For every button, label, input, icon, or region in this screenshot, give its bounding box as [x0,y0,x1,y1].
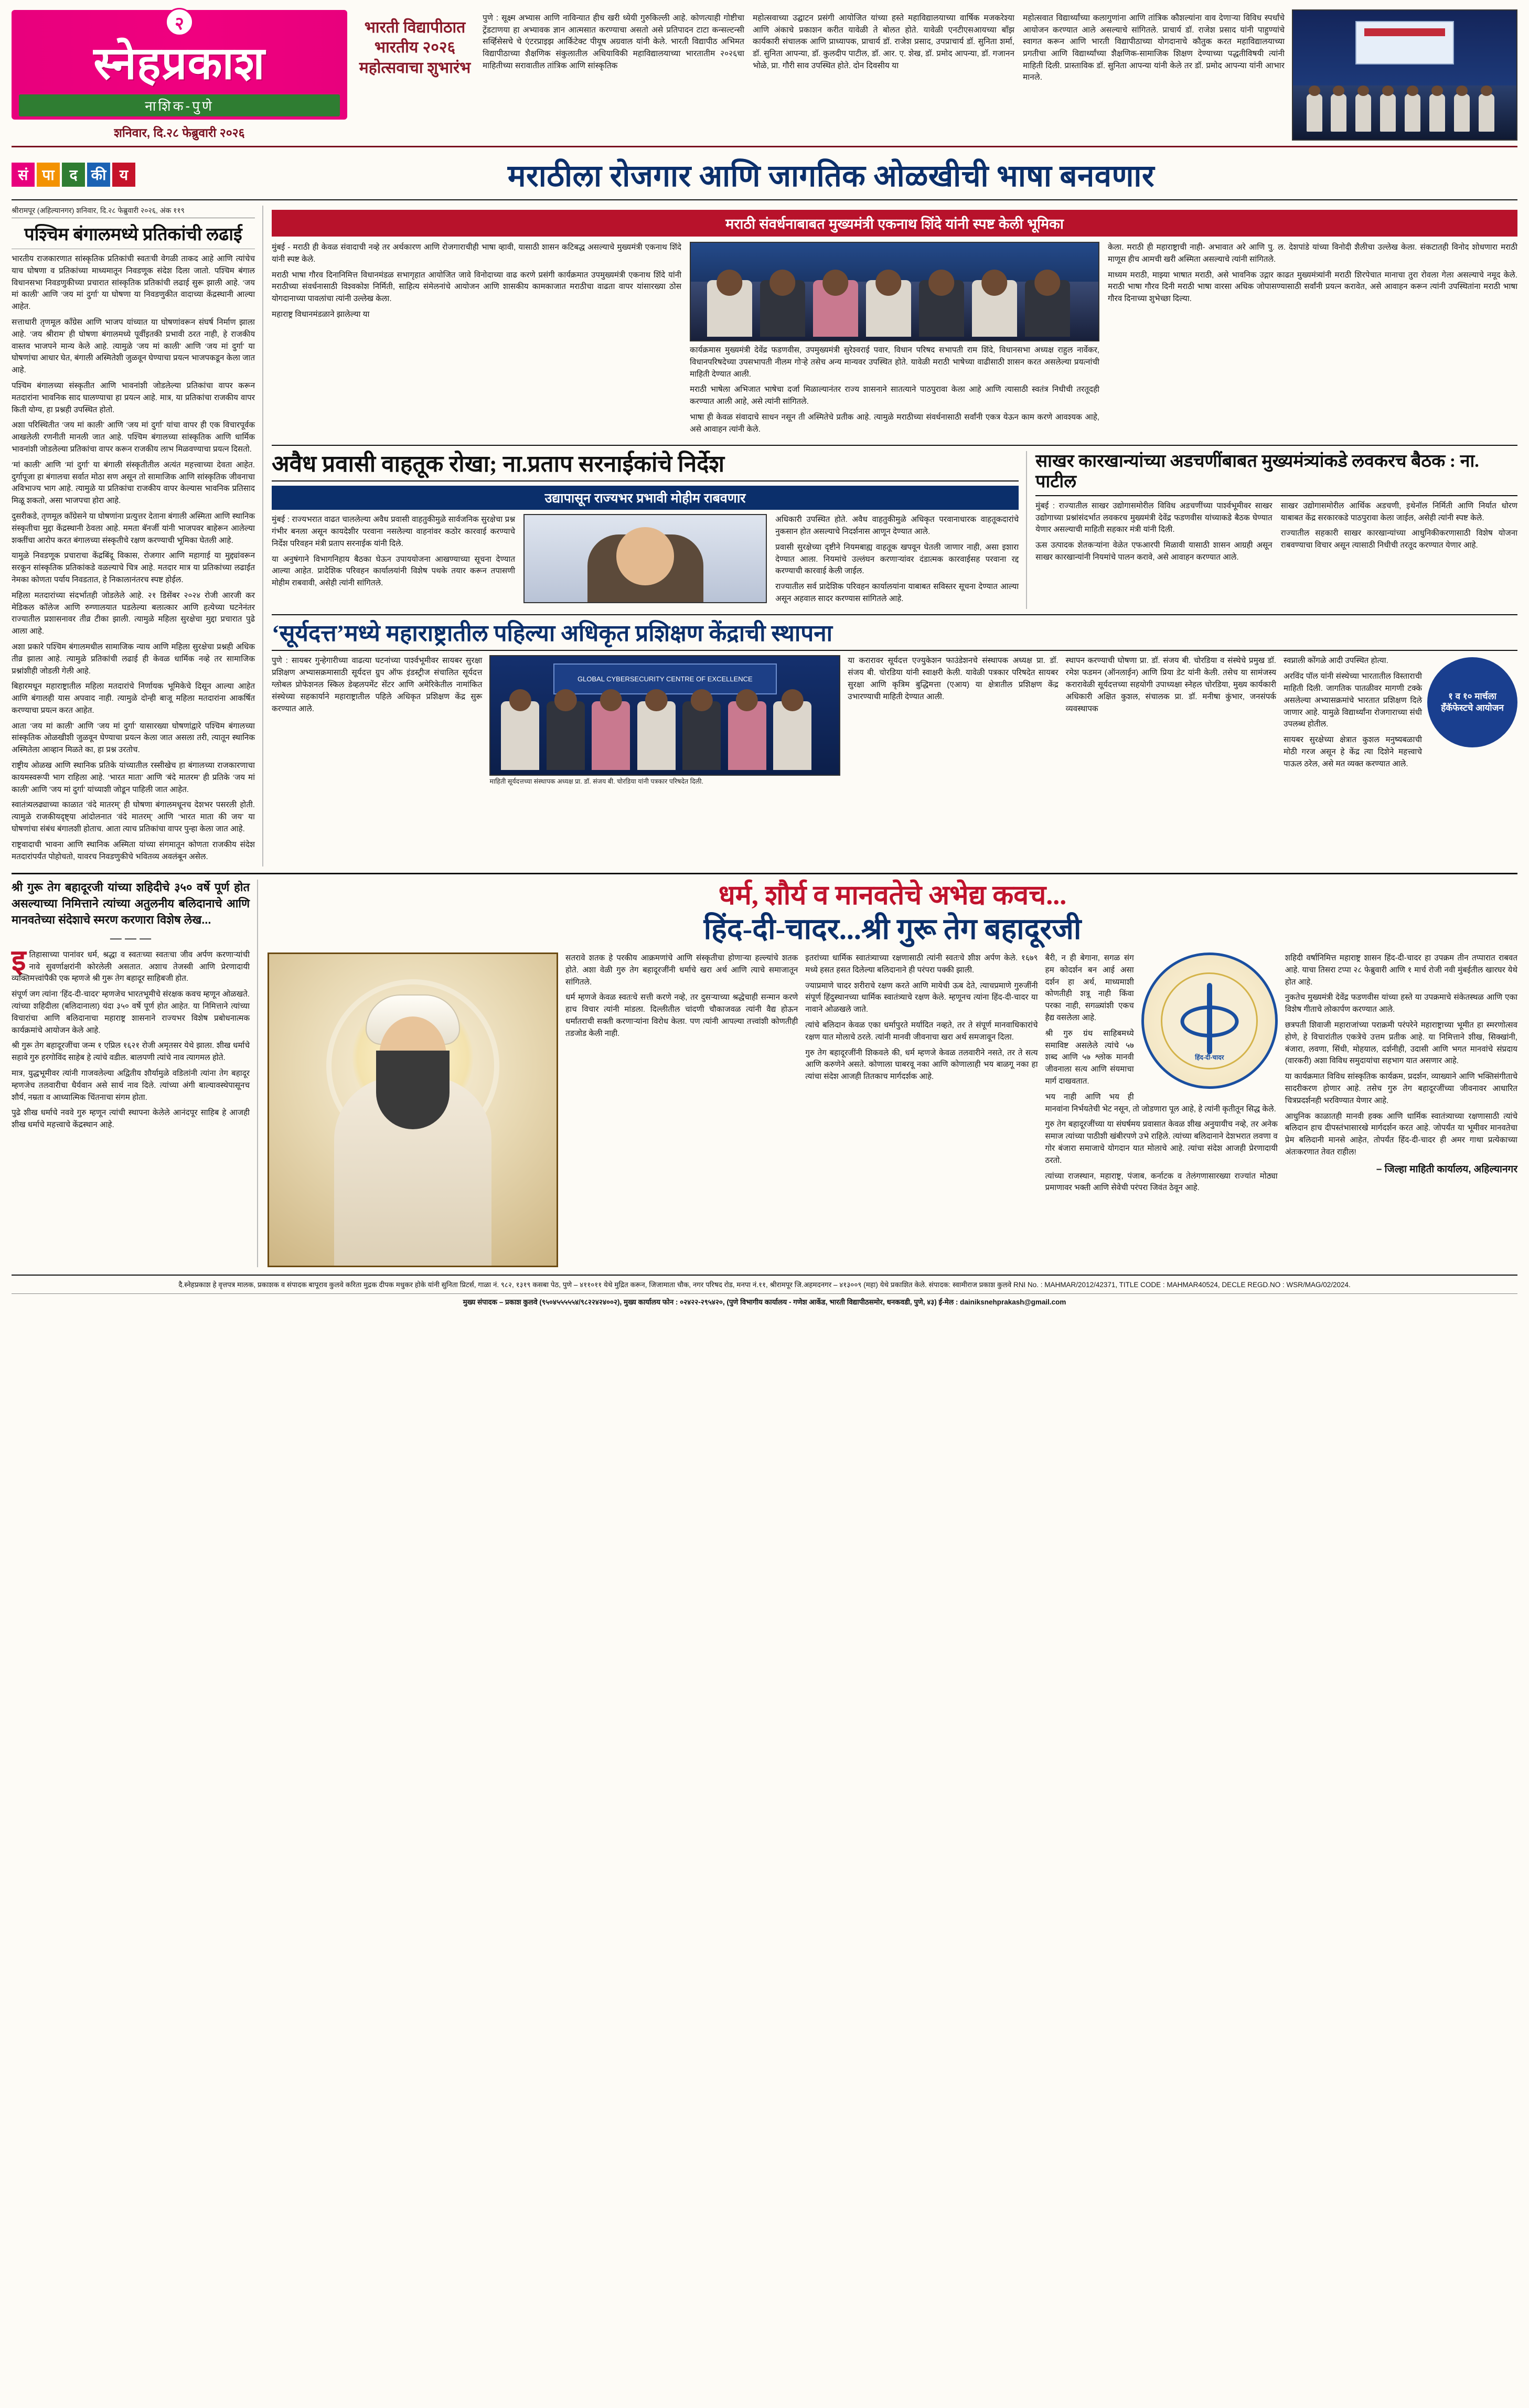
transport-story [272,451,1027,609]
sugar-para: राज्यातील सहकारी साखर कारखान्यांच्या आधुनिकीकरणासाठी विशेष योजना राबवण्याचा विचार असून त्यासाठी निधीची तरतूद करण्यात येणार आहे. [1280,529,1518,550]
marathi-col-3 [1108,242,1517,440]
cyber-photo-caption: माहिती सूर्यदत्तच्या संस्थापक अध्यक्ष प्रा. डॉ. संजय बी. चोरडिया यांनी पत्रकार परिषदेत दिली. [489,778,703,786]
guru-para: भय नाही आणि भय ही मानवांना निर्भयतेची भेट नसून, तो जोडणारा पूल आहे, हे त्यांनी कृतीतून सिद्ध केले. [1045,1092,1276,1114]
editorial-para: राष्ट्रवादाची भावना आणि स्थानिक अस्मिता यांच्या संगमातून कोणता राजकीय संदेश मतदारांपर्यंत पोहोचतो, यावरच निवडणुकीचे भवितव्य अवलंबून असेल. [12,840,255,861]
guru-col-4 [1045,953,1278,1267]
cyber-story [272,620,1517,786]
transport-para: राज्यातील सर्व प्रादेशिक परिवहन कार्यालयांना याबाबत सविस्तर सूचना देण्यात आल्या असून अहवाल सादर करण्यास सांगितले आहे. [775,582,1019,603]
guru-para: संपूर्ण जग त्यांना ‘हिंद-दी-चादर’ म्हणजेच भारतभूमीचे संरक्षक कवच म्हणून ओळखते. त्यांच्या शहिदीला (बलिदानाला) यंदा ३५० वर्षे पूर्ण होत आहेत. या निमित्ताने त्यांच्या विचारांचा आणि बलिदानाचा महाराष्ट्र शासनाने राज्यभर विशेष प्रबोधनात्मक कार्यक्रमांचे आयोजन केले आहे. [12,990,250,1035]
main-headline: मराठीला रोजगार आणि जागतिक ओळखीची भाषा बनवणार [507,159,1155,193]
transport-photo-col [523,514,767,609]
marathi-para: केला. मराठी ही महाराष्ट्राची नाही- अभावात अरे आणि पु. ल. देशपांडे यांच्या विनोदी शैलीचा उल्लेख केला. संकटातही विनोद शोधणारा मराठी माणूस हीच आमची खरी अस्मिता असल्याचे त्यांनी सांगितले. [1108,243,1517,264]
guru-para: इतरांच्या धार्मिक स्वातंत्र्याच्या रक्षणासाठी त्यांनी स्वतःचे शीश अर्पण केले. १६७९ मध्ये हसत हसत दिलेल्या बलिदानाने ही परंपरा पक्की झाली. [805,954,1038,975]
editorial-para: अशा प्रकारे पश्चिम बंगालमधील सामाजिक न्याय आणि महिला सुरक्षेचा प्रश्नही अधिक तीव्र झाला आहे. त्यामुळे प्रतिकांची लढाई ही केवळ धार्मिक नव्हे तर सामाजिक प्रश्नांशीही जोडली गेली आहे. [12,642,255,676]
editorial-letter-1: सं [12,163,35,187]
editorial-letter-4: की [87,163,110,187]
transport-headline: अवैध प्रवासी वाहतूक रोखा; ना.प्रताप सरनाईकांचे निर्देश [272,451,1019,482]
marathi-story-photo [690,242,1099,341]
guru-para: गुरु तेग बहादूरजींनी शिकवले की, धर्म म्हणजे केवळ तलवारीने नसते, तर ते सत्य आणि करुणेने असते. कोणाला घाबरवू नका आणि कोणालाही भय बाळगू नका हा त्यांचा संदेश आजही तितकाच मार्गदर्शक आहे. [805,1048,1038,1082]
main-content [12,206,1517,866]
transport-subband: उद्यापासून राज्यभर प्रभावी मोहीम राबवणार [272,486,1019,510]
guru-para: धर्म म्हणजे केवळ स्वतःचे सत्ती करणे नव्हे, तर दुसऱ्याच्या श्रद्धेचाही सन्मान करणे हाच विचार त्यांनी मांडला. दिल्लीतील चांदणी चौकाजवळ त्यांनी वैद्य होऊन धर्मांतराची सक्ती करणाऱ्यांना विरोध केला. पण त्यांनी आपल्या तत्त्वांशी कोणतीही तडजोड केली नाही. [565,993,798,1038]
lead-col-1: पुणे : सूक्ष्म अभ्यास आणि नाविन्यात हीच खरी ध्येयी गुरुकिल्ली आहे. कोणत्याही गोष्टीचा ट्रेंडटाणया हा अभ्यावक ज्ञान आत्मसात करण्याचा असतो असे प्रतिपादन टाटा कन्सल्टन्सी सर्व्हिसेसचे चे एंटरप्राइझ आर्किटेक्ट पीयूष अग्रवाल यांनी केले. भारती विद्यापीठ अभिमत विद्यापीठाच्या शैक्षणिक संकुलातील अधियाविकी महाविद्यालयाच्या भारतातीम २०२६चा माहितीच्या सरावातील तांत्रिक आणि सांस्कृतिक [483,14,744,70]
editorial-letters [12,163,135,187]
cyber-para: अरविंद पॉल यांनी संस्थेच्या भारतातील विस्ताराची माहिती दिली. जागतिक पातळीवर मागणी टक्के असलेल्या अभ्यासक्रमांचे भारतात प्रशिक्षण दिले जाणार आहे. यामुळे विद्यार्थ्यांना रोजगाराच्या संधी उपलब्ध होतील. [1284,672,1422,729]
cyber-para: पुणे : सायबर गुन्हेगारीच्या वाढत्या घटनांच्या पार्श्वभूमीवर सायबर सुरक्षा प्रशिक्षण अभ्यासक्रमासाठी सूर्यदत्त ग्रुप ऑफ इंडस्ट्रीज संचालित सूर्यदत्त ग्लोबल प्रोफेशनल स्किल डेव्हलपमेंट सेंटर आणि अमेरिकेतील नामांकित संस्थेच्या सहकार्याने महाराष्ट्रातील पहिले अधिकृत प्रशिक्षण केंद्र सुरू करण्यात आले. [272,656,483,713]
guru-col-5 [1285,953,1517,1267]
guru-portrait-col [268,953,558,1267]
guru-para: आधुनिक काळातही मानवी हक्क आणि धार्मिक स्वातंत्र्याच्या रक्षणासाठी त्यांचे बलिदान हाच दीपस्तंभासारखे मार्गदर्शन करत आहे. जोपर्यंत या भूमीवर मानवतेचा प्रेम बलिदानी मानसे आहेत, तोपर्यंत हिंद-दी-चादर ही अमर गाथा प्रत्येकाच्या अंतःकरणात तेवत राहील! [1285,1111,1517,1157]
guru-col-3 [805,953,1038,1267]
guru-para: त्यांच्या राजस्थान, महाराष्ट्र, पंजाब, कर्नाटक व तेलंगणासारख्या राज्यांत मोठ्या प्रमाणावर भक्ती आणि सेवेची परंपरा जिवंत ठेवून आहे. [1045,1171,1278,1193]
cyber-photo-col [489,655,840,786]
editorial-para: ‘मां काली’ आणि ‘मां दुर्गा’ या बंगाली संस्कृतीतील अत्यंत महत्त्वाच्या देवता आहेत. दुर्गापूजा हा बंगालचा सर्वात मोठा सण असून तो सामाजिक आणि सांस्कृतिक जीवनाचा अविभाज्य भाग आहे. त्यामुळे या प्रतिकांचा राजकीय वापर केल्यास भावनिक प्रतिसाद मिळू शकतो, असा भाजपचा होरा आहे. [12,460,255,506]
guru-para: छत्रपती शिवाजी महाराजांच्या पराक्रमी परंपरेने महाराष्ट्राच्या भूमीत हा स्मरणोत्सव होणे, हे विचारांतील एकत्रेचे उत्तम प्रतीक आहे. या निमित्ताने शीख, सिक्खांनी, बंजारा, लवणा, सिंधी, मोहयाल, दर्शनीही, उदासी आणि भगत मानवांचे संप्रदाय (वारकरी) अशा विविध समुदायांचा सहभाग यात असणार आहे. [1285,1020,1517,1066]
marathi-story-band: मराठी संवर्धनाबाबत मुख्यमंत्री एकनाथ शिंदे यांनी स्पष्ट केली भूमिका [272,210,1517,237]
page-footer [12,1275,1517,1308]
guru-para: या कार्यक्रमात विविध सांस्कृतिक कार्यक्रम, प्रदर्शन, व्याख्याने आणि भक्तिसंगीताचे सादरीकरण होणार आहे. तसेच गुरु तेग बहादूरजींच्या जीवनावर आधारित चित्रप्रदर्शनही भरविण्यात येणार आहे. [1285,1072,1517,1105]
right-content [272,206,1517,866]
editorial-para: पश्चिम बंगालच्या संस्कृतीत आणि भावनांशी जोडलेल्या प्रतिकांचा वापर करून मतदारांना भावनिक साद घालण्याचा हा प्रयत्न आहे. मात्र, या प्रतिकांचा राजकीय वापर किती योग्य, हा प्रश्नही उपस्थित होतो. [12,381,255,414]
editorial-para: आता ‘जय मां काली’ आणि ‘जय मां दुर्गा’ यासारख्या घोषणांद्वारे पश्चिम बंगालच्या सांस्कृतिक ओळखीशी जुळवून घेण्याचा प्रयत्न केला जात असला तरी, त्यातून स्थानिक अस्मितेला आव्हान मिळते का, हा प्रश्न उरतोच. [12,721,255,755]
cyber-story-photo: GLOBAL CYBERSECURITY CENTRE OF EXCELLENCE [489,655,840,776]
guru-portrait-image [268,953,558,1267]
sugar-col-2 [1281,500,1517,568]
khanda-caption: हिंद-दी-चादर [1195,1053,1224,1061]
issue-date: शनिवार, दि.२८ फेब्रुवारी २०२६ [114,125,245,140]
sugar-story [1035,451,1517,609]
lead-col-3: महोत्सवात विद्यार्थ्यांच्या कलागुणांना आणि तांत्रिक कौशल्यांना वाव देणाऱ्या विविध स्पर्धांचे आयोजन करण्यात आले असल्याचे सांगितले. प्राचार्य डॉ. राजेश प्रसाद यांनी पाहुण्यांचे स्वागत करून आणि भारती विद्यापीठाच्या योगदानाचे कौतुक करत महाविद्यालयाच्या प्रगतीचा आणि विद्यार्थ्यांच्या शैक्षणिक-सामाजिक शिक्षण देण्याच्या पद्धतीविषयी त्यांनी माहिती दिली. प्रास्ताविक डॉ. सुनिता आपन्या यांनी केले तर डॉ. प्रमोद आपन्या यांनी आभार मानले. [1023,14,1285,82]
divider-dashes: — — — [110,931,152,945]
transport-para: अधिकारी उपस्थित होते. अवैध वाहतुकीमुळे अधिकृत परवानाधारक वाहतूकदारांचे नुकसान होत असल्याचे निदर्शनास आणून देण्यात आले. [775,515,1019,536]
guru-para: श्री गुरू तेग बहादूरजींचा जन्म १ एप्रिल १६२१ रोजी अमृतसर येथे झाला. शीख धर्माचे सहावे गुरु हरगोविंद साहेब हे त्यांचे वडील. बालपणी त्यांचे नाव त्यागमल होते. [12,1041,250,1063]
cyber-col-4 [1284,655,1517,786]
editorial-para: दुसरीकडे, तृणमूल काँग्रेसने या घोषणांना प्रत्युत्तर देताना बंगाली अस्मिता आणि स्थानिक संस्कृतीचा मुद्दा केंद्रस्थानी ठेवला आहे. ममता बॅनर्जी यांनी भाजपवर बाहेरून आलेल्या शक्तींचा आरोप करत बंगालच्या संस्कृतीचे रक्षण करण्याची भूमिका घेतली आहे. [12,511,255,545]
marathi-para: मुंबई - मराठी ही केवळ संवादाची नव्हे तर अर्थकारण आणि रोजगाराचीही भाषा व्हावी, यासाठी शासन कटिबद्ध असल्याचे मुख्यमंत्री एकनाथ शिंदे यांनी स्पष्ट केले. [272,243,681,264]
editorial-body [12,253,255,863]
guru-intro: श्री गुरू तेग बहादूरजी यांच्या शहिदीचे ३५० वर्षे पूर्ण होत असल्याच्या निमित्ताने त्यांच्या अतुलनीय बलिदानाचे आणि मानवतेच्या संदेशाचे स्मरण करणारा विशेष लेख... [12,881,250,927]
editorial-meta: श्रीरामपूर (अहिल्यानगर) शनिवार, दि.२८ फेब्रुवारी २०२६, अंक ११९ [12,206,255,218]
sugar-para: मुंबई : राज्यातील साखर उद्योगासमोरील विविध अडचणींच्या पार्श्वभूमीवर साखर उद्योगाच्या प्रश्नांसंदर्भात लवकरच मुख्यमंत्री देवेंद्र फडणवीस यांच्याकडे बैठक घेण्यात येणार असल्याची माहिती सहकार मंत्री यांनी दिली. [1035,501,1273,534]
footer-contact: मुख्य संपादक – प्रकाश कुलवे (९५०४५५५५५४/९८२२४२४००२), मुख्य कार्यालय फोन : ०२४२२-२९५४२०, (पुणे विभागीय कार्यालय - गणेश आर्केड, भारती विद्यापीठसमोर, धनकवडी, पुणे, ४३) ई-मेल : dainiksnehprakash@gmail.com [12,1293,1517,1308]
transport-para: प्रवासी सुरक्षेच्या दृष्टीने नियमबाह्य वाहतूक खपवून घेतली जाणार नाही, असा इशारा देण्यात आला. नियमांचे उल्लंघन करणाऱ्यांवर दंडात्मक कारवाईसह परवाना रद्द करण्याची कारवाई केली जाईल. [775,542,1019,576]
transport-story-photo [523,514,767,603]
guru-title-line-2: हिंद-दी-चादर...श्री गुरू तेग बहादूरजी [703,913,1082,946]
guru-para: शहिदी वर्षानिमित्त महाराष्ट्र शासन हिंद-दी-चादर हा उपक्रम तीन तप्पारात राबवत आहे. याचा तिसरा टप्पा २८ फेब्रुवारी आणि १ मार्च रोजी नवी मुंबईतील खारघर येथे होत आहे. [1285,954,1517,987]
guru-para: ज्याप्रमाणे चादर शरीराचे रक्षण करते आणि मायेची ऊब देते, त्याचप्रमाणे गुरुजींनी संपूर्ण हिंदुस्थानच्या धार्मिक स्वातंत्र्याचे रक्षण केले. म्हणूनच त्यांना हिंद-दी-चादर या नावाने ओळखले जाते. [805,981,1038,1014]
transport-col-2 [775,514,1019,609]
cyber-col-3 [1066,655,1276,786]
guru-para: नुकतेच मुख्यमंत्री देवेंद्र फडणवीस यांच्या हस्ते या उपक्रमाचे संकेतस्थळ आणि एका विशेष गीताचे लोकार्पण करण्यात आले. [1285,993,1517,1014]
editorial-para: महिला मतदारांच्या संदर्भातही जोडलेले आहे. २१ डिसेंबर २०२४ रोजी आरजी कर मेडिकल कॉलेज आणि रुग्णालयात घडलेल्या बलात्कार आणि हत्येच्या घटनेनंतर राज्यातील प्रशासनावर तीव्र टीका झाली. त्यामुळे महिला सुरक्षेचा मुद्दा प्रचारात पुढे आला आहे. [12,591,255,636]
guru-left-column [12,880,258,1267]
marathi-para: भाषा ही केवळ संवादाचे साधन नसून ती अस्मितेचे प्रतीक आहे. त्यामुळे मराठीच्या संवर्धनासाठी सर्वांनी एकत्र येऊन काम करणे आवश्यक आहे, असे आवाहन त्यांनी केले. [690,412,1099,434]
transport-col-1 [272,514,515,609]
sugar-headline: साखर कारखान्यांच्या अडचणींबाबत मुख्यमंत्र्यांकडे लवकरच बैठक : ना. पाटील [1035,451,1517,496]
cyber-para: स्थापन करण्याची घोषणा प्रा. डॉ. संजय बी. चोरडिया व संस्थेचे प्रमुख डॉ. रमेश फडमन (ऑनलाईन) आणि प्रिया डेट यांनी केली. तसेच या सामंजस्य करारावेळी सूर्यदत्तच्या सहयोगी उपाध्यक्षा स्नेहल चोरडिया, मुख्य कार्यकारी अधिकारी अक्षित कुशल, संचालक प्रा. डॉ. मनीषा कुंभार, जनसंपर्क व्यवस्थापक [1065,656,1277,713]
newspaper-title: स्नेहप्रकाश [93,38,265,89]
cyber-para: या करारावर सूर्यदत्त एज्युकेशन फाउंडेशनचे संस्थापक अध्यक्ष प्रा. डॉ. संजय बी. चोरडिया यांनी स्वाक्षरी केली. यावेळी पत्रकार परिषदेत सायबर सुरक्षा आणि कृत्रिम बुद्धिमत्ता (एआय) या क्षेत्रातील प्रशिक्षण केंद्र उभारण्याची माहिती देण्यात आली. [848,656,1058,701]
masthead [12,9,1517,147]
guru-para: श्री गुरु ग्रंथ साहिबमध्ये समाविष्ट असलेले त्यांचे ५७ शब्द आणि ५७ श्लोक मानवी जीवनाला सत्य आणि संयमाचा मार्ग दाखवतात. [1045,1029,1134,1086]
editorial-para: यामुळे निवडणूक प्रचाराचा केंद्रबिंदू विकास, रोजगार आणि महागाई या मुद्द्यांवरून सरकून सांस्कृतिक प्रतिकांकडे वळल्याचे चित्र आहे. मतदार मात्र या प्रतिकांच्या लढाईत नेमका कोणता पर्याय निवडतात, हे निकालानंतरच स्पष्ट होईल. [12,551,255,584]
editorial-column [12,206,263,866]
hackfest-badge: १ व १० मार्चला हँकॅफेस्टचे आयोजन [1427,657,1517,747]
editorial-letter-3: द [62,163,85,187]
marathi-para: कार्यक्रमास मुख्यमंत्री देवेंद्र फडणवीस, उपमुख्यमंत्री सुरेश्वराई पवार, विधान परिषद सभापती राम शिंदे, विधानसभा अध्यक्ष राहुल नार्वेकर, विधानपरिषदेच्या उपसभापती नीलम गोऱ्हे तसेच अन्य मान्यवर उपस्थित होते. यावेळी मराठी भाषेच्या वाढीसाठी शासन करत असलेल्या प्रयत्नांची माहिती देण्यात आली. [690,346,1099,379]
marathi-para: मराठी भाषेला अभिजात भाषेचा दर्जा मिळाल्यानंतर राज्य शासनाने सातत्याने पाठपुरावा केला आहे आणि त्यासाठी स्वतंत्र निधीची तरतूदही करण्यात आली आहे, असे त्यांनी सांगितले. [690,385,1099,406]
guru-para: मात्र, युद्धभूमीवर त्यांनी गाजवलेल्या अद्वितीय शौर्यामुळे वडिलांनी त्यांना तेग बहादूर म्हणजेच तलवारीचा धैर्यवान असे सार्थ नाव दिले. त्यांच्या अंगी बाल्यावस्थेपासूनच शौर्य, नम्रता व आध्यात्मिक चिंतनाचा संगम होता. [12,1069,250,1102]
guru-para: सतरावे शतक हे परकीय आक्रमणांचे आणि संस्कृतीचा होणाऱ्या हल्ल्यांचे शतक होते. अशा वेळी गुरु तेग बहादूरजींनी धर्माचे खरा अर्थ आणि त्याचे समाजातून सांगितले. [565,954,798,987]
transport-para: या अनुषंगाने विभागनिहाय बैठका घेऊन उपाययोजना आखण्याच्या सूचना देण्यात आल्या आहेत. प्रादेशिक परिवहन कार्यालयांनी विशेष पथके तयार करून तपासणी मोहीम राबवावी, असेही त्यांनी सांगितले. [272,554,516,588]
cyber-headline: ‘सूर्यदत्त’मध्ये महाराष्ट्रातील पहिल्या अधिकृत प्रशिक्षण केंद्राची स्थापना [272,620,1517,651]
masthead-photo [1292,9,1517,141]
cyber-para: स्वप्नाली कोंगळे आदी उपस्थित होत्या. [1284,656,1388,666]
marathi-para: महाराष्ट्र विधानमंडळाने झालेल्या या [272,309,370,319]
guru-left-body [12,944,250,1131]
guru-col-2 [565,953,798,1267]
guru-title-line-1: धर्म, शौर्य व मानवतेचे अभेद्य कवच... [718,881,1067,911]
divider [272,445,1517,446]
cyber-col-2 [848,655,1058,786]
marathi-para: मराठी भाषा गौरव दिनानिमित्त विधानमंडळ सभागृहात आयोजित जावे विनोदाच्या वाढ करणे प्रसंगी कार्यक्रमात उपमुख्यमंत्री एकनाथ शिंदे यांनी मराठीच्या संवर्धनासाठी विश्वकोश निर्मिती, साहित्य संमेलनांचे आयोजन आणि शासकीय कामकाजात मराठीचा वाढता वापर यांसारख्या ठोस योगदानाच्या पावलांचा त्यांनी उल्लेख केला. [272,270,681,304]
marathi-col-1 [272,242,681,440]
guru-para: गुरु तेग बहादूरजींच्या या संघर्षमय प्रवासात केवळ शीख अनुयायीच नव्हे, तर अनेक समाज त्यांच्या पाठीशी खंबीरपणे उभे राहिले. त्यांच्या बलिदानाने देशभरात लवणा व गोर बंजारा समाजाचे योगदान यात मोलाचे आहे. त्यांचा संदेश आजही प्रेरणादायी ठरतो. [1045,1120,1278,1165]
editorial-title: पश्चिम बंगालमध्ये प्रतिकांची लढाई [12,221,255,249]
editorial-para: भारतीय राजकारणात सांस्कृतिक प्रतिकांची स्वतःची वेगळी ताकद आहे आणि त्यांचेच याच घोषणा व प्रतिकांच्या माध्यमातून निवडणूक संदेश दिला जातो. पश्चिम बंगाल विधानसभा निवडणुकीच्या प्रचारात सांस्कृतिक प्रतिकांची लढाई सुरू झाली आहे. ‘जय मां काली’ आणि ‘जय मां दुर्गा’ या घोषणा या निवडणुकीत वादाच्या केंद्रस्थानी आल्या आहेत. [12,254,255,312]
khanda-emblem-icon [1141,953,1278,1089]
editorial-strip [12,154,1517,200]
guru-para: बैरी, न ही बेगाना, सगळ संग हम कोदर्शन बन आई असा दर्शन हा अर्थ, माध्यमाशी कोणतीही शत्रू नाही किंवा परका नाही, सगळ्यांशी एकच हैद्य वसलेला आहे. [1045,954,1134,1022]
editorial-para: अशा परिस्थितीत ‘जय मां काली’ आणि ‘जय मां दुर्गा’ यांचा वापर ही एक विचारपूर्वक आखलेली रणनीती मानली जात आहे. पश्चिम बंगालच्या सांस्कृतिक आणि धार्मिक भावनांशी जोडलेल्या प्रतिकांचा वापर करून राजकीय लाभ मिळवण्याचा प्रयत्न दिसतो. [12,421,255,454]
sugar-para: ऊस उत्पादक शेतकऱ्यांना वेळेत एफआरपी मिळावी यासाठी शासन आग्रही असून साखर कारखान्यांनी नियमांचे पालन करावे, असे आवाहन करण्यात आले. [1035,541,1273,562]
marathi-photo-col [690,242,1099,440]
footer-imprint: दै.स्नेहप्रकाश हे वृत्तपत्र मालक, प्रकाशक व संपादक बापूराव कुलवे करिता मुद्रक दीपक मधुकर होके यांनी सुनिता प्रिटर्स, गाळा नं. ९८२, १३१९ कसबा पेठ, पुणे – ४११०११ येथे मुद्रित करून, जिजामाता चौक, नगर परिषद रोड, मनपा नं.११, श्रीरामपूर जि.अहमदनगर – ४१३००९ (महा) येथे प्रकाशित केले. संपादक: स्वामीराज प्रकाश कुलवे RNI No. : MAHMAR/2012/42371, TITLE CODE : MAHMAR40524, DECLE REGD.NO : WSR/MAG/02/2024. [178,1281,1351,1289]
marathi-para: माध्यम मराठी, माझ्या भाषात मराठी, असे भावनिक उद्गार काढत मुख्यमंत्र्यांनी मराठी शिरपेचात मानाचा तुरा रोवला गेला असल्याचे नमूद केले. मराठी भाषा गौरव दिनी मराठी भाषा वारसा अधिक जोपासण्यासाठी सर्वांनी प्रयत्न करावेत, असे आवाहन करून त्यांनी उपस्थितांना मराठी भाषा गौरव दिनाच्या शुभेच्छा दिल्या. [1108,270,1517,304]
guru-para: इतिहासाच्या पानांवर धर्म, श्रद्धा व स्वतःच्या स्वतःचा जीव अर्पण करणाऱ्यांची नावे सुवर्णाक्षरांनी कोरलेली असतात. अशाच तेजस्वी आणि प्रेरणादायी व्यक्तिमत्त्वांपैकी एक म्हणजे श्री गुरू तेग बहादूर साहिबजी होत. [12,944,250,983]
guru-signature: – जिल्हा माहिती कार्यालय, अहिल्यानगर [1376,1163,1517,1175]
lead-col-2: महोत्सवाच्या उद्घाटन प्रसंगी आयोजित यांच्या हस्ते महाविद्यालयाच्या वार्षिक मजकरेश्या आणि अंकाचे प्रकाशन करीत यावेळी ते बोलत होते. यावेळी एनटीएसआयच्या बाँझ कार्यकारी संचालक आणि प्राध्यापक, प्राचार्य डॉ. राजेश प्रसाद, उपप्राचार्य डॉ. सुनिता शर्मा, डॉ. सुनिता आपन्या, डॉ. कुलदीप पाटील, डॉ. आर. ए. शेख, डॉ. प्रमोद आपन्या, डॉ. गजानन भोळे, प्रा. गौरी साव उपस्थित होते. दोन दिवसीय या [753,14,1014,70]
editorial-para: राष्ट्रीय ओळख आणि स्थानिक प्रतिके यांच्यातील रस्सीखेच हा बंगालच्या राजकारणाचा कायमस्वरूपी भाग राहिला आहे. ‘भारत माता’ आणि ‘बंदे मातरम’ ही प्रतिके ‘जय मां काली’ आणि ‘जय मां दुर्गा’ यांच्याशी जोडून पाहिली जात आहेत. [12,761,255,794]
sugar-para: साखर उद्योगासमोरील आर्थिक अडचणी, इथेनॉल निर्मिती आणि निर्यात धोरण याबाबत केंद्र सरकारकडे पाठपुरावा केला जाईल, असेही त्यांनी स्पष्ट केले. [1280,501,1518,522]
page-number: २ [165,8,194,36]
divider [272,614,1517,615]
masthead-logo [12,9,347,141]
guru-right-column [268,880,1517,1267]
photo-backdrop-screen [1355,21,1453,65]
transport-para: मुंबई : राज्यभरात वाढत चाललेल्या अवैध प्रवासी वाहतुकीमुळे सार्वजनिक सुरक्षेचा प्रश्न गंभीर बनला असून कायदेशीर परवाना नसलेल्या वाहनांवर कठोर कारवाई करण्याचे निर्देश परिवहन मंत्री प्रताप सरनाईक यांनी दिले. [272,515,516,548]
masthead-logo-band [12,10,347,120]
masthead-lead-columns [483,9,1285,141]
editorial-letter-5: य [112,163,135,187]
cyber-para: सायबर सुरक्षेच्या क्षेत्रात कुशल मनुष्यबळाची मोठी गरज असून हे केंद्र त्या दिशेने महत्त्वाचे पाऊल ठरेल, असे मत व्यक्त करण्यात आले. [1284,735,1422,768]
marathi-story [272,242,1517,440]
editorial-para: सत्ताधारी तृणमूल काँग्रेस आणि भाजप यांच्यात या घोषणांवरून संघर्ष निर्माण झाला आहे. ‘जय श्रीराम’ ही घोषणा बंगालमध्ये पूर्वीइतकी प्रभावी ठरत नाही, हे राजकीय वास्तव भाजपने मान्य केले आहे. त्यामुळे ‘जय मां काली’ आणि ‘जय मां दुर्गा’ या घोषणांचा आधार घेत, बंगाली अस्मितेशी जुळवून घेण्याचा प्रयत्न भाजपकडून केला जात आहे. [12,317,255,375]
newspaper-edition: नाशिक-पुणे [19,94,340,116]
cyber-col-1 [272,655,482,786]
secondary-stories [272,451,1517,609]
editorial-para: बिहारमधून महाराष्ट्रातील महिला मतदारांचे निर्णायक भूमिकेचे दिसून आल्या आहेत आणि बंगालही यास अपवाद नाही. त्यामुळे दोन्ही बाजू महिला मतदारांना आकर्षित करण्याचा प्रयत्न करत आहेत. [12,682,255,715]
editorial-para: स्वातंत्र्यलढ्याच्या काळात ‘वंदे मातरम्’ ही घोषणा बंगालमधूनच देशभर पसरली होती. त्यामुळे राजकीयदृष्ट्या आंदोलनात ‘वंदे मातरम्’ आणि ‘भारत माता की जय’ या घोषणांचा संबंध बंगालशी होताच. आता त्याच प्रतिकांचा वापर पुन्हा केला जात आहे. [12,800,255,834]
guru-para: पुढे शीख धर्माचे नववे गुरु म्हणून त्यांची स्थापना केलेले आनंदपूर साहिब हे आजही शीख धर्माचे महत्त्वाचे केंद्रस्थान आहे. [12,1108,250,1130]
marathi-col-2 [690,345,1099,436]
event-title: भारती विद्यापीठात भारतीय २०२६ महोत्सवाचा शुभारंभ [359,19,471,77]
guru-para: त्यांचे बलिदान केवळ एका धर्मापुरते मर्यादित नव्हते, तर ते संपूर्ण मानवाधिकारांचे रक्षण यात मोलाचे ठरले. त्यांनी मानवी जीवनाचा खरा अर्थ समजावून दिला. [805,1020,1038,1042]
sugar-col-1 [1035,500,1272,568]
editorial-letter-2: पा [37,163,60,187]
guru-feature [12,873,1517,1267]
